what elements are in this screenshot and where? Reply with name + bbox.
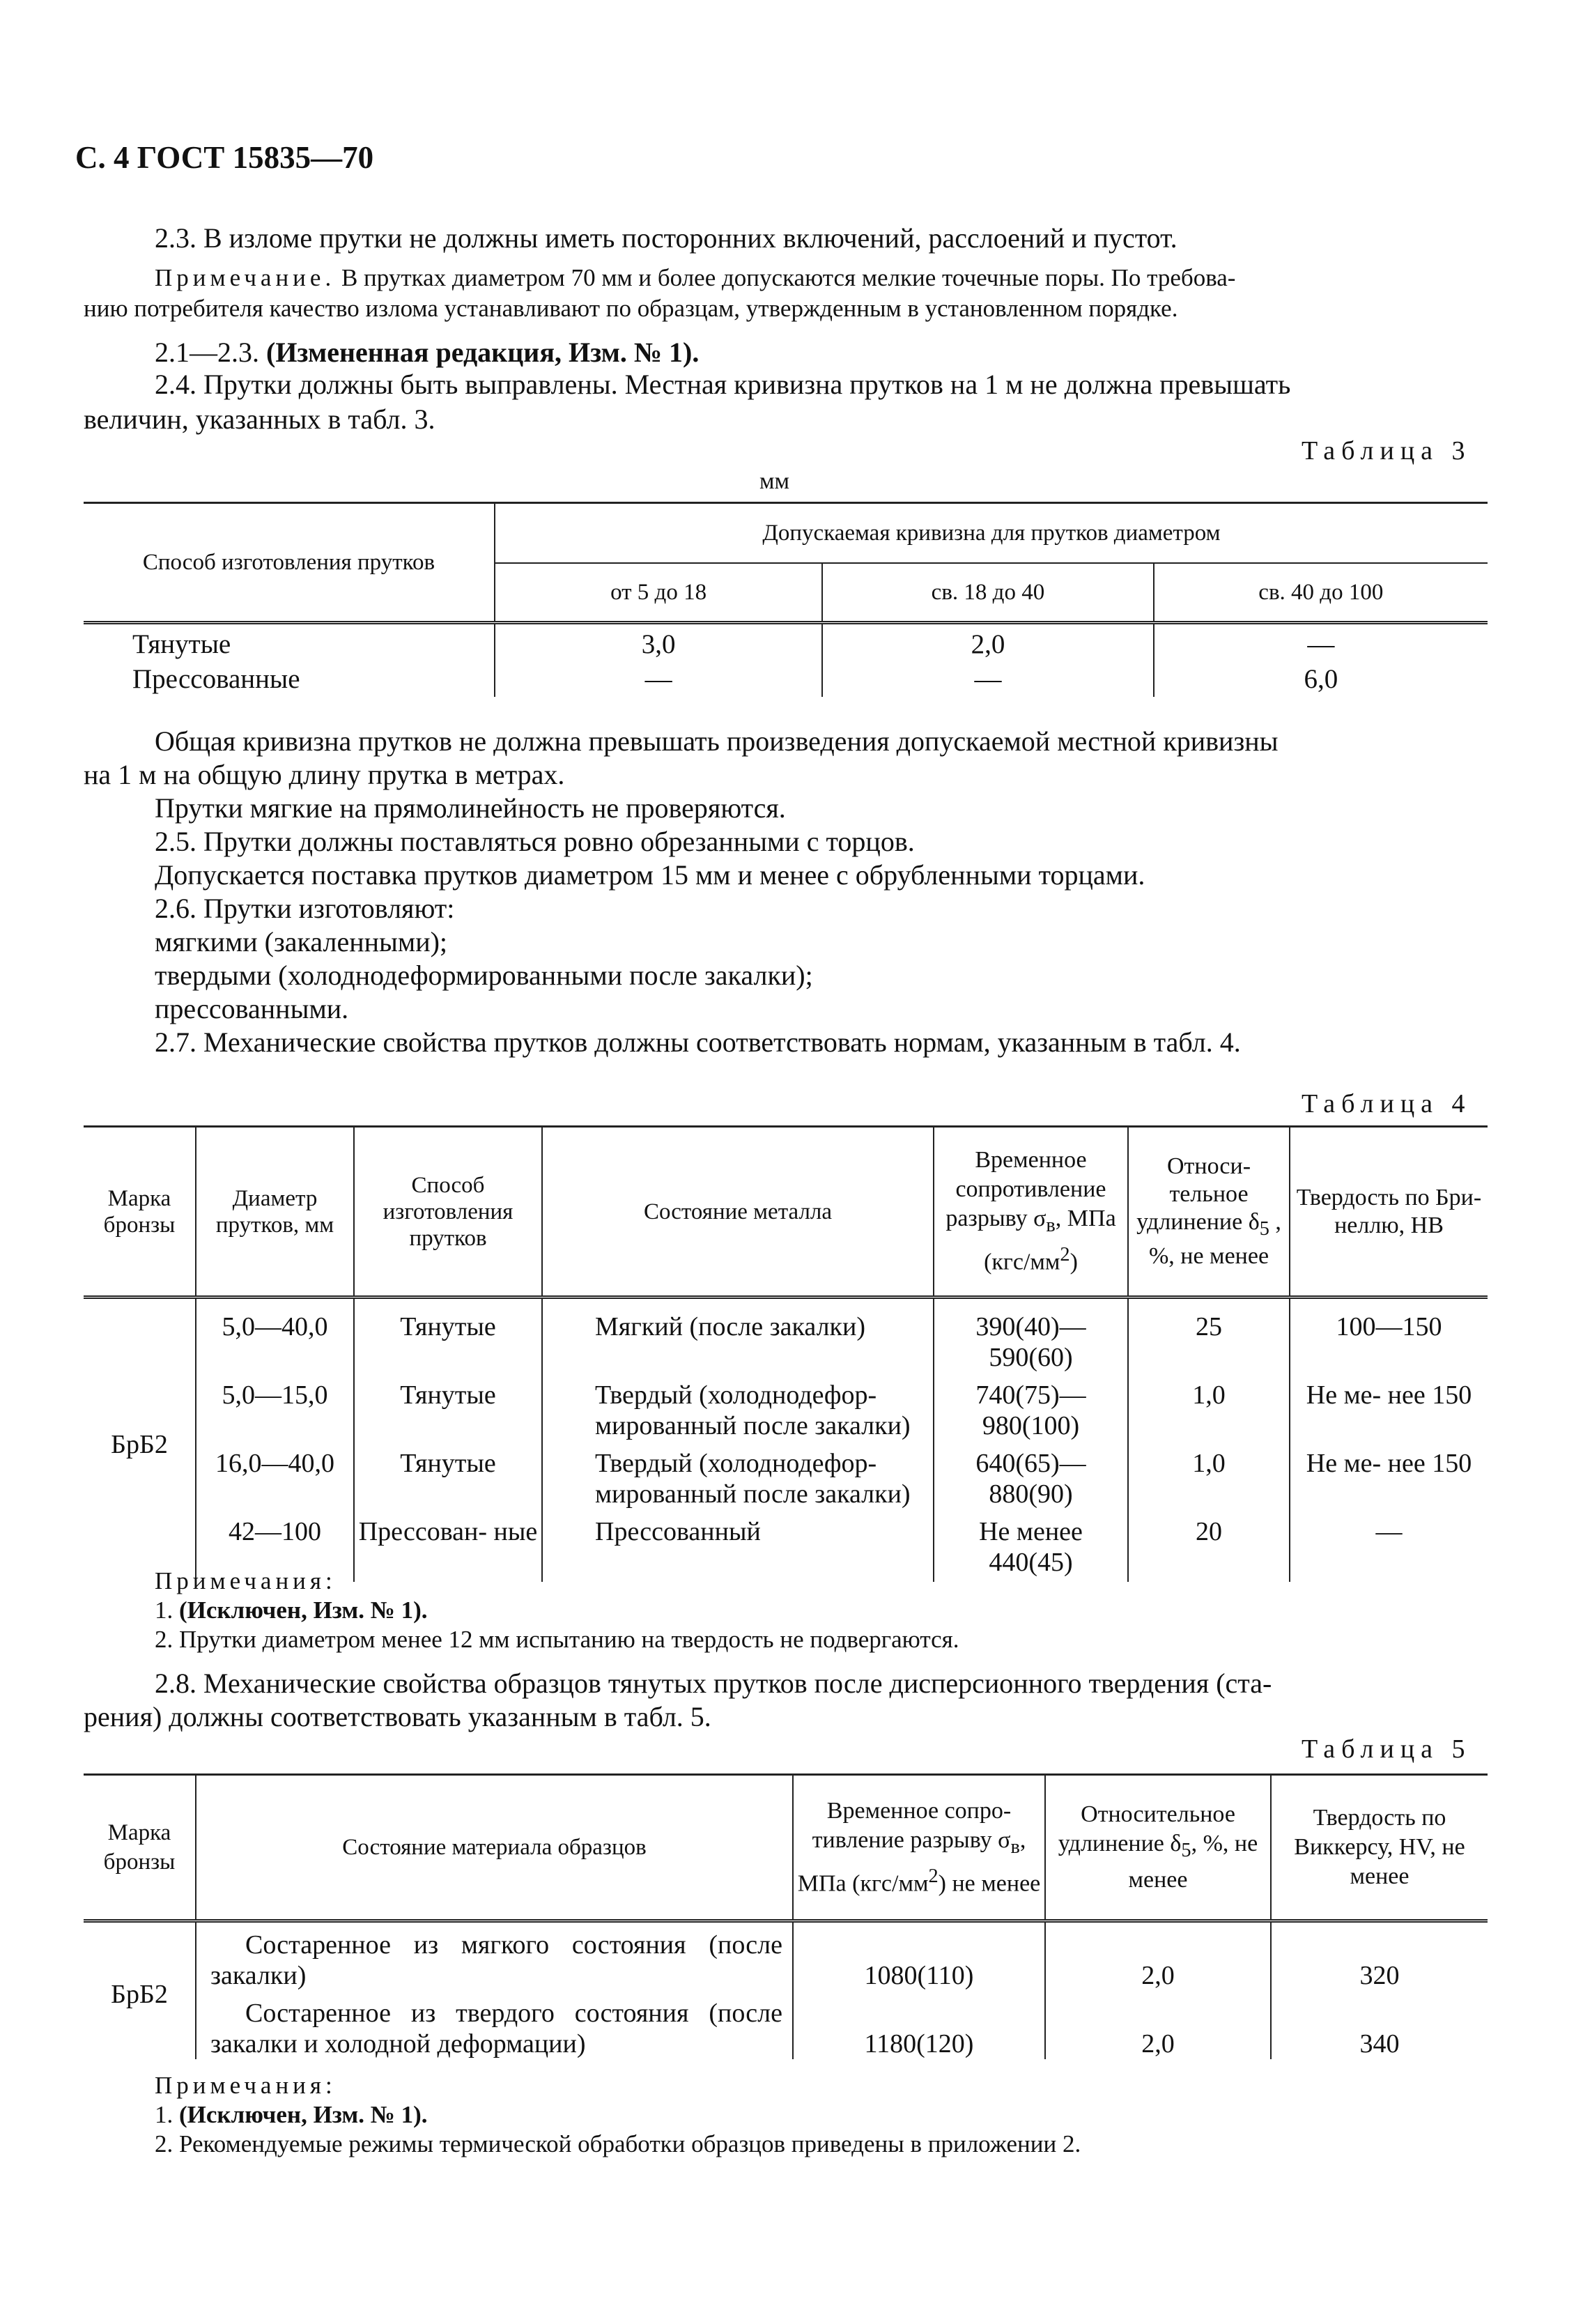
t5-tensile-sup: 2	[928, 1865, 939, 1887]
t4-elong-text2: , %, не менее	[1148, 1208, 1281, 1270]
t4-r2-method: Тянутые	[354, 1377, 542, 1445]
t4-r2-elong: 1,0	[1128, 1377, 1290, 1445]
t3-row2-c3: 6,0	[1154, 662, 1488, 697]
table-5-caption: Таблица 5	[1302, 1734, 1472, 1764]
paragraph-hard: твердыми (холоднодеформированными после закалки);	[155, 960, 813, 991]
t4-tensile-text: Временное сопротивление разрыву σ	[945, 1147, 1106, 1232]
notes-4-item-2: 2. Прутки диаметром менее 12 мм испытанию на твердость не подвергаются.	[155, 1626, 959, 1653]
t3-header-group	[495, 503, 1488, 563]
notes-5-item-2: 2. Рекомендуемые режимы термической обработки образцов приведены в приложении 2.	[155, 2130, 1081, 2157]
table-3	[84, 502, 1488, 697]
notes-5-item-1-text: (Исключен, Изм. № 1).	[179, 2101, 428, 2128]
t4-r1-hard: 100—150	[1290, 1298, 1488, 1378]
paragraph-allowed: Допускается поставка прутков диаметром 15 мм и менее с обрубленными торцами.	[155, 859, 1145, 891]
t5-header-grade: Марка бронзы	[84, 1775, 196, 1921]
amend-note: (Измененная редакция, Изм. № 1).	[266, 337, 700, 368]
t4-tensile-unit: , МПа (кгс/мм	[984, 1206, 1116, 1275]
t5-header-tensile	[793, 1775, 1045, 1921]
t5-header-elong	[1045, 1775, 1271, 1921]
t3-row2-c2: —	[822, 662, 1153, 697]
t4-r1-tensile: 390(40)— 590(60)	[934, 1298, 1128, 1378]
table-3-unit: мм	[759, 468, 790, 494]
table-4	[84, 1125, 1488, 1582]
note-label: Примечание.	[155, 264, 336, 291]
page-header: С. 4 ГОСТ 15835—70	[75, 140, 374, 175]
notes-5-label: Примечания:	[155, 2072, 337, 2099]
t4-tensile-sub: в	[1046, 1215, 1056, 1237]
paragraph-total-curvature-cont: на 1 м на общую длину прутка в метрах.	[84, 759, 565, 790]
t4-r1-state: Мягкий (после закалки)	[542, 1298, 934, 1378]
t5-elong-text: Относительное удлинение δ	[1058, 1801, 1235, 1857]
t4-grade: БрБ2	[111, 1430, 168, 1459]
paragraph-pressed: прессованными.	[155, 993, 349, 1024]
t4-header-elong	[1128, 1127, 1290, 1298]
t4-header-grade: Марка бронзы	[84, 1127, 196, 1298]
t4-r4-state: Прессованный	[542, 1514, 934, 1582]
t5-r2-state: Состаренное из твердого состояния (после закалки и холодной деформации)	[196, 1991, 793, 2059]
paragraph-2-5: 2.5. Прутки должны поставляться ровно обрезанными с торцов.	[155, 826, 915, 857]
t4-r4-hard: —	[1290, 1514, 1488, 1582]
t5-tensile-unit: , МПа (кгс/мм	[797, 1826, 1026, 1897]
t4-r4-diam: 42—100	[196, 1514, 354, 1582]
t3-header-method-text: Способ изготовления прутков	[142, 550, 435, 575]
t4-r3-tensile: 640(65)— 880(90)	[934, 1445, 1128, 1514]
t5-r2-tensile: 1180(120)	[793, 1991, 1045, 2059]
t4-r4-elong: 20	[1128, 1514, 1290, 1582]
paragraph-amend	[155, 336, 699, 369]
paragraph-soft: мягкими (закаленными);	[155, 926, 448, 957]
t4-elong-text: Относи- тельное удлинение δ	[1136, 1153, 1260, 1235]
t4-r2-state: Твердый (холоднодефор- мированный после закалки)	[542, 1377, 934, 1445]
t4-r1-diam: 5,0—40,0	[196, 1298, 354, 1378]
t5-elong-sub: 5	[1181, 1839, 1191, 1861]
t5-elong-text2: , %, не менее	[1128, 1831, 1258, 1893]
t3-row2-name: Прессованные	[132, 664, 300, 694]
t3-header-c1: от 5 до 18	[495, 563, 822, 623]
t4-tensile-sup: 2	[1060, 1244, 1070, 1266]
notes-5-item-1-num: 1.	[155, 2101, 173, 2128]
table-row	[84, 1298, 1488, 1378]
notes-4-item-1	[155, 1596, 428, 1625]
paragraph-soft-bars: Прутки мягкие на прямолинейность не проверяются.	[155, 792, 786, 824]
paragraph-2-8-cont: рения) должны соответствовать указанным в табл. 5.	[84, 1701, 711, 1732]
table-4-caption: Таблица 4	[1302, 1089, 1472, 1118]
t5-tensile-text: Временное сопро- тивление разрыву σ	[812, 1797, 1012, 1853]
t4-r2-diam: 5,0—15,0	[196, 1377, 354, 1445]
t4-r4-method: Прессован- ные	[354, 1514, 542, 1582]
paragraph-2-3: 2.3. В изломе прутки не должны иметь посторонних включений, расслоений и пустот.	[155, 222, 1177, 254]
t4-r3-method: Тянутые	[354, 1445, 542, 1514]
table-5	[84, 1773, 1488, 2059]
t4-tensile-close: )	[1070, 1249, 1078, 1275]
t4-r3-diam: 16,0—40,0	[196, 1445, 354, 1514]
t4-header-method: Способ изготовления прутков	[354, 1127, 542, 1298]
notes-5-item-1	[155, 2100, 428, 2130]
t5-r1-elong: 2,0	[1045, 1921, 1271, 1992]
notes-4-item-1-text: (Исключен, Изм. № 1).	[179, 1596, 428, 1624]
t4-header-diam: Диаметр прутков, мм	[196, 1127, 354, 1298]
table-row	[84, 1445, 1488, 1514]
t3-row1-c1: 3,0	[495, 623, 822, 663]
t4-header-hard: Твердость по Бри- неллю, НВ	[1290, 1127, 1488, 1298]
t4-r3-hard: Не ме- нее 150	[1290, 1445, 1488, 1514]
note-1-cont: нию потребителя качество излома устанавливают по образцам, утвержденным в установленном порядке.	[84, 295, 1178, 322]
t3-header-c3: св. 40 до 100	[1154, 563, 1488, 623]
paragraph-2-7: 2.7. Механические свойства прутков должны соответствовать нормам, указанным в табл. 4.	[155, 1026, 1241, 1058]
paragraph-total-curvature: Общая кривизна прутков не должна превышать произведения допускаемой местной кривизны	[155, 725, 1279, 757]
t5-grade: БрБ2	[111, 1980, 168, 2009]
t3-header-c2: св. 18 до 40	[822, 563, 1153, 623]
t4-header-tensile	[934, 1127, 1128, 1298]
note-1	[155, 263, 1235, 293]
t5-r1-tensile: 1080(110)	[793, 1921, 1045, 1992]
t4-elong-sub: 5	[1259, 1217, 1269, 1240]
t4-r3-state: Твердый (холоднодефор- мированный после закалки)	[542, 1445, 934, 1514]
t3-row1-name: Тянутые	[132, 629, 231, 659]
t4-r1-elong: 25	[1128, 1298, 1290, 1378]
t4-r1-method: Тянутые	[354, 1298, 542, 1378]
t5-tensile-sub: в	[1010, 1836, 1020, 1858]
t4-header-state: Состояние металла	[542, 1127, 934, 1298]
amend-ref: 2.1—2.3.	[155, 337, 259, 368]
paragraph-2-8: 2.8. Механические свойства образцов тянутых прутков после дисперсионного твердения (ста-	[155, 1668, 1272, 1699]
paragraph-2-4-cont: величин, указанных в табл. 3.	[84, 403, 435, 435]
paragraph-2-4: 2.4. Прутки должны быть выправлены. Местная кривизна прутков на 1 м не должна превышать	[155, 369, 1291, 400]
table-row	[84, 1921, 1488, 1992]
paragraph-2-6: 2.6. Прутки изготовляют:	[155, 893, 455, 924]
t5-r2-elong: 2,0	[1045, 1991, 1271, 2059]
table-row	[84, 1377, 1488, 1445]
t5-r2-hard: 340	[1271, 1991, 1488, 2059]
t5-tensile-close: ) не менее	[938, 1870, 1041, 1897]
t3-header-group-text: Допускаемая кривизна для прутков диаметром	[762, 520, 1221, 546]
table-row	[84, 623, 1488, 663]
table-row	[84, 1991, 1488, 2059]
t5-r1-hard: 320	[1271, 1921, 1488, 1992]
t3-row1-c2: 2,0	[822, 623, 1153, 663]
table-3-caption: Таблица 3	[1302, 436, 1472, 465]
t5-header-hard: Твердость по Виккерсу, HV, не менее	[1271, 1775, 1488, 1921]
t4-r2-hard: Не ме- нее 150	[1290, 1377, 1488, 1445]
t4-r4-tensile: Не менее 440(45)	[934, 1514, 1128, 1582]
t3-header-method	[84, 503, 495, 623]
t4-r3-elong: 1,0	[1128, 1445, 1290, 1514]
table-row	[84, 662, 1488, 697]
note-text: В прутках диаметром 70 мм и более допускаются мелкие точечные поры. По требова-	[341, 264, 1236, 291]
t5-header-state: Состояние материала образцов	[196, 1775, 793, 1921]
t3-row2-c1: —	[495, 662, 822, 697]
t5-r1-state: Состаренное из мягкого состояния (после закалки)	[196, 1921, 793, 1992]
notes-4-label: Примечания:	[155, 1567, 337, 1594]
t3-row1-c3: —	[1154, 623, 1488, 663]
t4-r2-tensile: 740(75)— 980(100)	[934, 1377, 1128, 1445]
notes-4-item-1-num: 1.	[155, 1596, 173, 1624]
